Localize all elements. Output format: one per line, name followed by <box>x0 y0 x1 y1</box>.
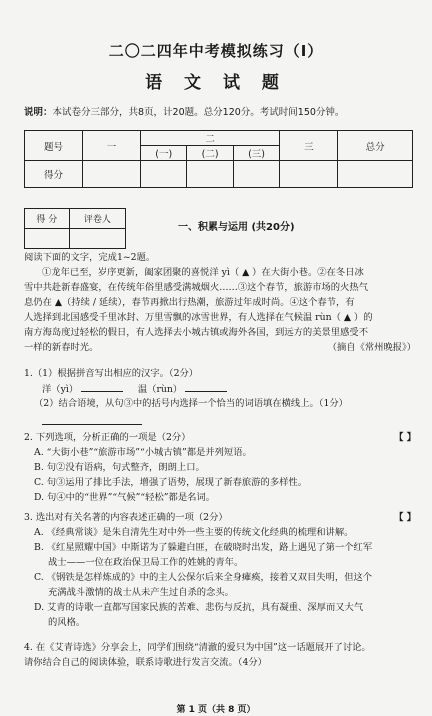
grader-name-cell <box>69 229 125 249</box>
exam-title: 二〇二四年中考模拟练习（Ⅰ） <box>108 42 324 60</box>
notice-label: 说明： <box>24 107 53 118</box>
q1-pinyin-1: 洋（yì） <box>42 384 79 395</box>
score-sub-one: (一) <box>141 146 187 161</box>
q2-option-c: C. 句③运用了排比手法，增强了语势，展现了新春旅游的多样性。 <box>34 477 308 488</box>
q3-option-b-cont: 战士——一位在政治保卫局工作的姓姚的青年。 <box>48 557 244 568</box>
q2-stem: 2. 下列选项，分析正确的一项是（2分） <box>24 432 191 443</box>
notice-text: 本试卷分三部分，共8页，计20题。总分120分。考试时间150分钟。 <box>52 107 345 118</box>
q3-option-b: B. 《红星照耀中国》中斯诺为了躲避白匪，在破晓时出发，路上遇见了第一个红军 <box>34 542 373 553</box>
score-cell <box>338 161 413 188</box>
score-table <box>24 130 413 188</box>
q1-answer-blank-1[interactable] <box>81 381 123 392</box>
score-cell <box>233 161 279 188</box>
exam-notice <box>24 104 419 118</box>
q3-option-d-cont: 的风格。 <box>48 617 86 628</box>
q1-stem: 1.（1）根据拼音写出相应的汉字。（2分） <box>24 368 199 379</box>
q2-option-d: D. 句④中的“世界”“气候”“轻松”都是名词。 <box>34 492 216 503</box>
passage-line: 南方海岛度过轻松的假日，有人选择去小城古镇或海外各国，到远方的美景里感受不 <box>24 327 368 338</box>
q1-part2: （2）结合语境，从句③中的括号内选择一个恰当的词语填在横线上。（1分） <box>34 398 348 409</box>
passage-line: 人选择到北国感受千里冰封、万里雪飘的冰雪世界，有人选择在气候温 rùn（ ▲ ）的 <box>24 312 373 323</box>
grader-score-cell <box>25 229 70 249</box>
q2-answer-bracket[interactable]: 【 】 <box>394 432 416 443</box>
grader-score-label: 得 分 <box>25 209 70 229</box>
q1-pinyin-2: 温（rùn） <box>137 384 183 395</box>
score-sub-three: (三) <box>233 146 279 161</box>
exam-subtitle: 语 文 试 题 <box>145 73 287 93</box>
grader-table <box>24 208 126 249</box>
score-cell <box>187 161 233 188</box>
score-col-one: 一 <box>83 131 141 161</box>
q3-option-a: A. 《经典常谈》是朱自清先生对中外一些主要的传统文化经典的梳理和讲解。 <box>34 527 354 538</box>
passage-line: 息仍在 ▲（持续 / 延续），春节再掀出行热潮，旅游过年成时尚。④这个春节，有 <box>24 297 355 308</box>
passage-line: ①龙年已至，岁序更新，阖家团聚的喜悦洋 yì（ ▲ ）在大街小巷。②在冬日冰 <box>42 267 364 278</box>
passage-source: （摘自《常州晚报》） <box>327 342 416 353</box>
passage-line: 雪中共赴新春盛宴，在传统年俗里感受满城烟火……③这个春节，旅游市场的火热气 <box>24 282 368 293</box>
passage-intro: 阅读下面的文字，完成1~2题。 <box>24 252 156 263</box>
score-cell <box>280 161 338 188</box>
score-col-three: 三 <box>280 131 338 161</box>
q4-line-1: 4. 在《艾青诗选》分享会上，同学们围绕“清澈的爱只为中国”这一话题展开了讨论。 <box>24 642 371 653</box>
q2-option-b: B. 句②没有语病，句式整齐，朗朗上口。 <box>34 462 205 473</box>
q3-option-c-cont: 充满战斗激情的战士从未产生过自杀的念头。 <box>48 587 234 598</box>
score-sub-two: (二) <box>187 146 233 161</box>
q1-answer-blank-2[interactable] <box>185 381 227 392</box>
grader-label: 评卷人 <box>69 209 125 229</box>
q2-option-a: A. “大街小巷”“旅游市场”“小城古镇”都是并列短语。 <box>34 447 252 458</box>
score-row-label: 得分 <box>25 161 83 188</box>
passage-line: 一样的新春时光。 <box>24 342 99 353</box>
score-col-label: 题号 <box>25 131 83 161</box>
score-cell <box>141 161 187 188</box>
score-col-two: 二 <box>141 131 280 146</box>
q3-stem: 3. 选出对有关名著的内容表述正确的一项（2分） <box>24 512 228 523</box>
score-col-total: 总分 <box>338 131 413 161</box>
page-number: 第 1 页（共 8 页） <box>176 705 256 715</box>
q3-answer-bracket[interactable]: 【 】 <box>394 512 416 523</box>
score-cell <box>83 161 141 188</box>
section-title: 一、积累与运用 (共20分) <box>178 222 295 233</box>
q4-line-2: 请你结合自己的阅读体验，联系诗歌进行发言交流。（4分） <box>24 657 267 668</box>
q1-answer-blank-3[interactable] <box>42 414 142 425</box>
q3-option-d: D. 艾青的诗歌一直都写国家民族的苦难、悲伤与反抗，具有凝重、深厚而又大气 <box>34 602 364 613</box>
q3-option-c: C. 《钢铁是怎样炼成的》中的主人公保尔后来全身瘫痪，接着又双目失明，但这个 <box>34 572 373 583</box>
